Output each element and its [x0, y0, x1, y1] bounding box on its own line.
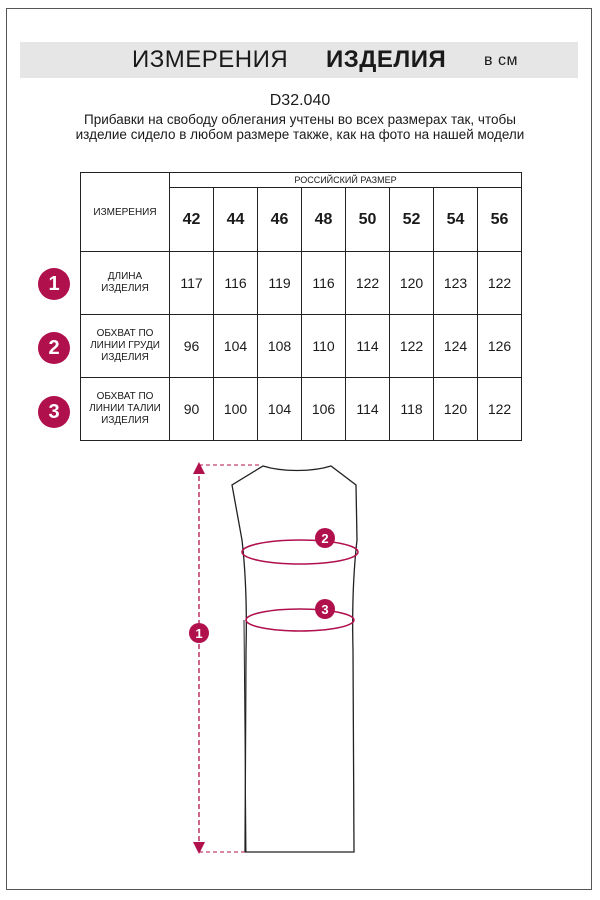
waist-measure-line: [246, 609, 354, 631]
size-header: 52: [390, 188, 434, 252]
table-cell: 122: [478, 252, 522, 315]
badge-waist: 3: [38, 396, 70, 428]
marker-length: [189, 623, 209, 643]
table-cell: 120: [434, 378, 478, 441]
product-code: D32.040: [269, 92, 331, 109]
chest-measure-line: [242, 540, 358, 564]
row-label-line: ОБХВАТ ПО: [96, 391, 154, 402]
table-cell: 126: [478, 315, 522, 378]
row-label-line: ИЗДЕЛИЯ: [101, 415, 149, 426]
size-header: 48: [302, 188, 346, 252]
size-group-label: РОССИЙСКИЙ РАЗМЕР: [170, 173, 522, 188]
table-cell: 118: [390, 378, 434, 441]
table-cell: 122: [346, 252, 390, 315]
table-cell: 108: [258, 315, 302, 378]
arrow-head-top: [193, 462, 205, 474]
table-cell: 114: [346, 315, 390, 378]
table-cell: 104: [258, 378, 302, 441]
size-header: 42: [170, 188, 214, 252]
table-cell: 100: [214, 378, 258, 441]
table-cell: 90: [170, 378, 214, 441]
row-label-line: ИЗДЕЛИЯ: [101, 283, 149, 294]
table-cell: 119: [258, 252, 302, 315]
table-cell: 123: [434, 252, 478, 315]
fit-note: Прибавки на свободу облегания учтены во всех размерах так, чтобы изделие сидело в любом размере также, как на фото на нашей модели: [75, 112, 525, 142]
table-cell: 104: [214, 315, 258, 378]
size-header: 50: [346, 188, 390, 252]
table-cell: 116: [214, 252, 258, 315]
marker-chest: [315, 528, 335, 548]
table-cell: 110: [302, 315, 346, 378]
table-cell: 124: [434, 315, 478, 378]
size-header: 54: [434, 188, 478, 252]
title-unit: в см: [484, 52, 518, 69]
row-label-line: ЛИНИИ ГРУДИ: [90, 340, 160, 351]
table-header-label: ИЗМЕРЕНИЯ: [81, 173, 170, 252]
row-label-line: ДЛИНА: [107, 271, 143, 282]
table-cell: 106: [302, 378, 346, 441]
dress-outline: [232, 466, 357, 852]
table-cell: 122: [478, 378, 522, 441]
row-label-line: ЛИНИИ ТАЛИИ: [89, 403, 161, 414]
table-cell: 116: [302, 252, 346, 315]
badge-chest: 2: [38, 332, 70, 364]
size-header: 56: [478, 188, 522, 252]
row-label-line: ОБХВАТ ПО: [96, 328, 154, 339]
marker-waist-label: 3: [321, 602, 329, 617]
size-header: 44: [214, 188, 258, 252]
badge-length: 1: [38, 268, 70, 300]
title-garment: ИЗДЕЛИЯ: [326, 46, 447, 73]
row-label-line: ИЗДЕЛИЯ: [101, 352, 149, 363]
table-cell: 120: [390, 252, 434, 315]
table-cell: 114: [346, 378, 390, 441]
marker-waist: [315, 599, 335, 619]
marker-chest-label: 2: [321, 531, 329, 546]
table-cell: 96: [170, 315, 214, 378]
size-header: 46: [258, 188, 302, 252]
table-cell: 122: [390, 315, 434, 378]
table-cell: 117: [170, 252, 214, 315]
marker-length-label: 1: [195, 626, 203, 641]
title-measurements: ИЗМЕРЕНИЯ: [132, 46, 289, 73]
